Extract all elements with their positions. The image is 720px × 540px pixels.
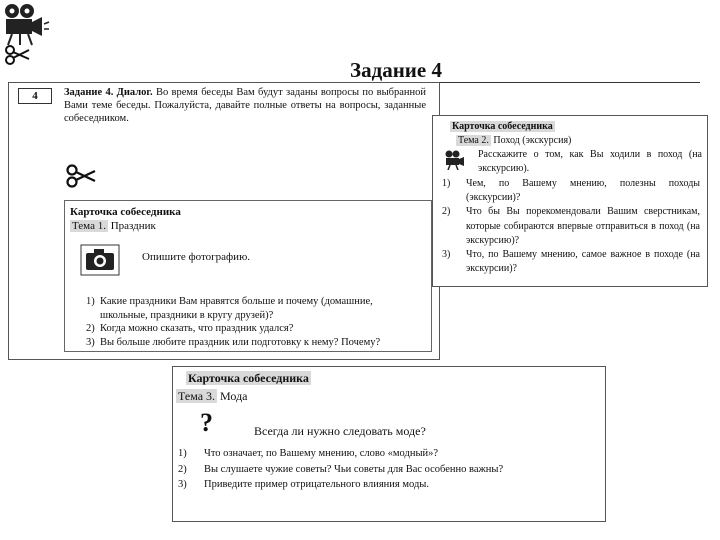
question-item xyxy=(442,248,700,276)
question-item xyxy=(178,477,598,493)
question-item xyxy=(442,205,700,248)
question-text: Что означает, по Вашему мнению, слово «модный»? xyxy=(204,448,439,459)
question-item xyxy=(178,446,598,462)
card-2-content xyxy=(450,120,702,148)
question-number: 1) xyxy=(442,178,451,189)
question-text: Когда можно сказать, что праздник удался? xyxy=(100,323,294,334)
card-2-prompt: Расскажите о том, как Вы ходили в поход (на экскурсию). xyxy=(478,149,702,175)
card-3-header: Карточка собеседника xyxy=(188,371,309,385)
question-text: Что, по Вашему мнению, самое важное в походе (на экскурсии)? xyxy=(466,249,700,275)
question-mark-icon: ? xyxy=(200,408,213,437)
task-intro: Во время беседы Вам будут заданы вопросы по выбранной Вами теме беседы. Пожалуйста, давайте полные ответы на вопросы, заданные собеседником. xyxy=(64,87,426,124)
card-3-topic xyxy=(176,389,248,404)
question-text: Какие праздники Вам нравятся больше и почему (домашние, школьные, праздники в кругу друзей)? xyxy=(100,296,373,321)
question-text: Чем, по Вашему мнению, полезны походы (экскурсии)? xyxy=(466,178,700,204)
question-number: 3) xyxy=(86,336,95,348)
question-number: 2) xyxy=(442,206,451,218)
card-1-topic-name: Праздник xyxy=(110,220,156,232)
film-camera-icon xyxy=(2,2,50,46)
question-item xyxy=(178,462,598,478)
card-3-topic-label: Тема 3. xyxy=(178,389,216,403)
card-1-topic-label: Тема 1. xyxy=(72,220,106,232)
scissors-icon xyxy=(66,164,96,188)
question-number: 1) xyxy=(178,448,187,459)
question-text: Вы больше любите праздник или подготовку к нему? Почему? xyxy=(100,336,381,348)
question-item xyxy=(442,177,700,205)
task-instructions xyxy=(64,86,426,125)
card-2-topic-name: Поход (экскурсия) xyxy=(493,135,572,147)
question-number: 2) xyxy=(86,323,95,334)
question-item xyxy=(86,336,422,350)
card-1-content xyxy=(70,206,426,232)
task-number: 4 xyxy=(18,88,52,104)
question-number: 1) xyxy=(86,296,95,307)
question-number: 3) xyxy=(442,249,451,261)
question-text: Приведите пример отрицательного влияния моды. xyxy=(204,479,429,490)
card-3-prompt: Всегда ли нужно следовать моде? xyxy=(254,424,426,438)
question-text: Что бы Вы порекомендовали Вашим сверстникам, которые собираются впервые отправиться в поход (на экскурсию)? xyxy=(466,206,700,246)
card-2-questions xyxy=(442,177,700,276)
card-2-topic xyxy=(450,134,702,148)
card-1-header: Карточка собеседника xyxy=(70,206,181,218)
question-item xyxy=(86,295,422,322)
card-3-questions xyxy=(178,446,598,493)
question-item xyxy=(86,322,422,336)
card-2-topic-label: Тема 2. xyxy=(458,135,489,147)
page-title: Задание 4 xyxy=(350,58,442,82)
question-text: Вы слушаете чужие советы? Чьи советы для Вас особенно важны? xyxy=(204,463,504,475)
question-number: 3) xyxy=(178,479,187,490)
question-number: 2) xyxy=(178,463,187,475)
task-heading: Задание 4. Диалог. xyxy=(64,87,153,98)
photo-camera-icon xyxy=(80,244,120,276)
card-1-topic xyxy=(70,220,426,232)
film-camera-icon xyxy=(444,150,466,170)
card-1-prompt: Опишите фотографию. xyxy=(142,251,251,263)
card-1-questions xyxy=(86,295,422,349)
card-3-topic-name: Мода xyxy=(220,389,248,403)
card-2-header: Карточка собеседника xyxy=(452,121,553,132)
